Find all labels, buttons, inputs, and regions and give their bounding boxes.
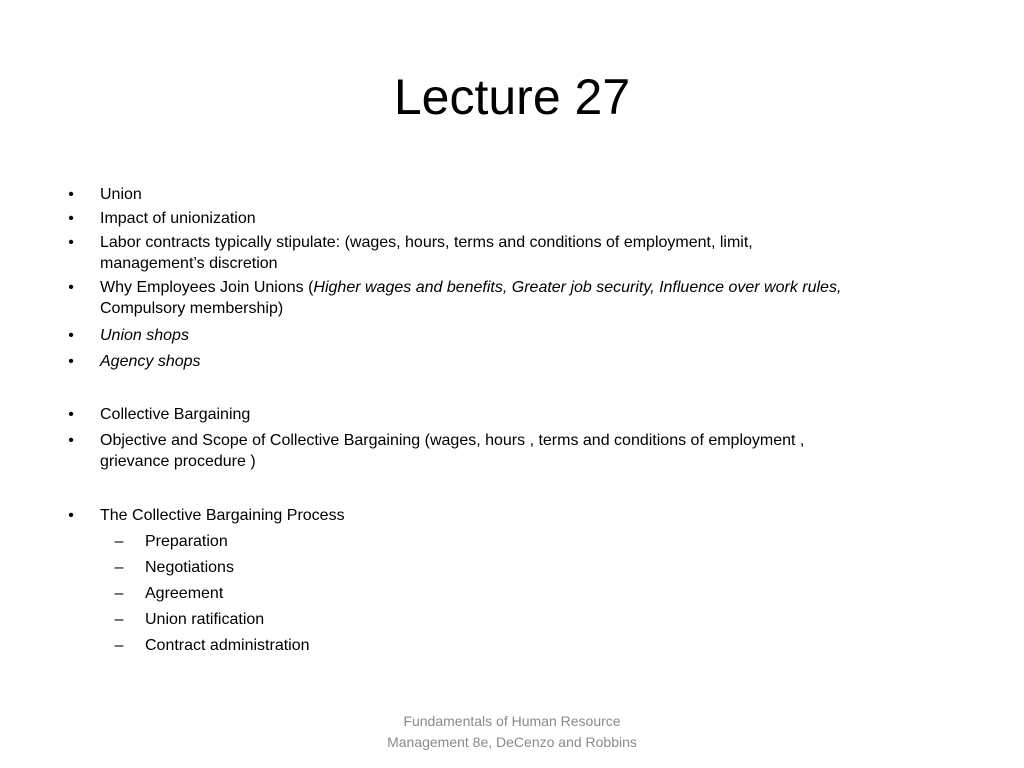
list-item-line xyxy=(100,277,910,298)
bullet-icon: • xyxy=(68,327,74,344)
list-item-text xyxy=(100,232,910,274)
sub-item-text: Preparation xyxy=(145,533,228,550)
dash-icon: – xyxy=(114,611,124,628)
list-item-text: Agency shops xyxy=(100,353,201,370)
sub-item-text: Contract administration xyxy=(145,637,310,654)
list-item-text: Impact of unionization xyxy=(100,210,256,227)
dash-icon: – xyxy=(114,533,124,550)
sub-item-text: Union ratification xyxy=(145,611,265,628)
bullet-icon: • xyxy=(68,186,74,203)
list-item-text: Collective Bargaining xyxy=(100,406,251,423)
sub-item-text: Negotiations xyxy=(145,559,234,576)
list-item-line: Objective and Scope of Collective Bargaining (wages, hours , terms and conditions of employment , xyxy=(100,432,805,449)
bullet-icon: • xyxy=(68,353,74,370)
list-item-line: management’s discretion xyxy=(100,255,278,272)
sub-item-text: Agreement xyxy=(145,585,224,602)
list-item-line: Labor contracts typically stipulate: (wages, hours, terms and conditions of employment, limit, xyxy=(100,234,753,251)
dash-icon: – xyxy=(114,637,124,654)
footer-line: Fundamentals of Human Resource xyxy=(403,713,621,729)
bullet-icon: • xyxy=(68,406,74,423)
bullet-icon: • xyxy=(68,432,74,449)
list-item-line: Compulsory membership) xyxy=(100,300,284,317)
bullet-icon: • xyxy=(68,507,74,524)
slide-title: Lecture 27 xyxy=(393,69,631,125)
footer-line: Management 8e, DeCenzo and Robbins xyxy=(387,734,637,750)
bullet-icon: • xyxy=(68,279,74,296)
list-item-text: Union shops xyxy=(100,327,189,344)
list-item-line: grievance procedure ) xyxy=(100,453,256,470)
list-item-text: The Collective Bargaining Process xyxy=(100,507,345,524)
list-item-text xyxy=(100,430,910,472)
list-item-prefix: Why Employees Join Unions ( xyxy=(100,279,314,296)
dash-icon: – xyxy=(114,559,124,576)
list-item-text: Union xyxy=(100,186,142,203)
bullet-icon: • xyxy=(68,210,74,227)
slide-footer xyxy=(312,711,712,753)
dash-icon: – xyxy=(114,585,124,602)
bullet-icon: • xyxy=(68,234,74,251)
list-item-text xyxy=(100,277,910,319)
list-item-italic: Higher wages and benefits, Greater job security, Influence over work rules, xyxy=(313,279,842,296)
